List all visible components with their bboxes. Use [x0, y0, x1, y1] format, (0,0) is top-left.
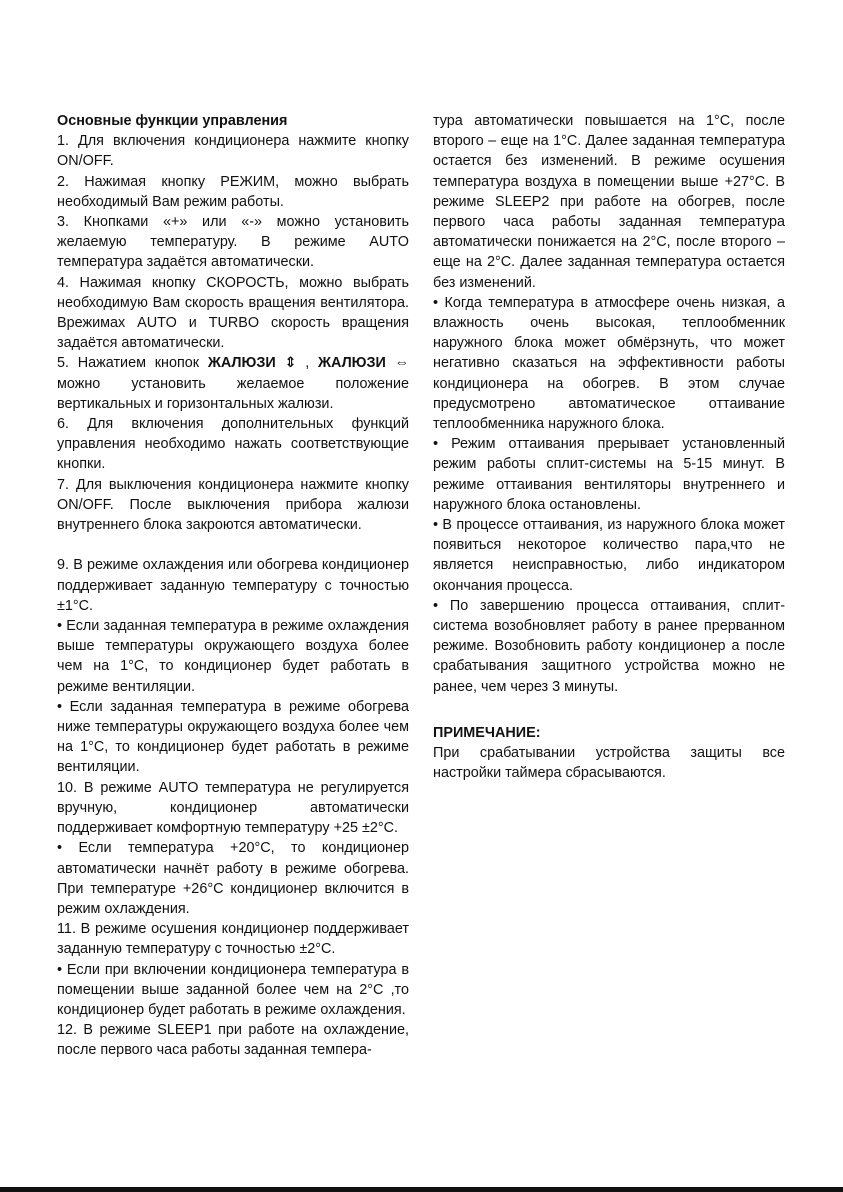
instruction-10: 10. В режиме AUTO температура не регулируется вручную, кондиционер автоматически поддерживает комфортную температуру +25 ±2°C. — [57, 779, 409, 837]
page-bottom-rule — [0, 1187, 843, 1192]
paragraph-spacer — [433, 697, 785, 723]
instruction-9: 9. В режиме охлаждения или обогрева кондиционер поддерживает заданную температуру с точностью ±1°C. — [57, 557, 409, 614]
bullet-defrost-resume: • По завершению процесса оттаивания, сплит-система возобновляет работу в ранее прерванном режиме. Возобновить работу кондиционер а после срабатывания защитного устройства можно не ранее, чем через 3 минуты. — [433, 597, 785, 695]
instruction-12: 12. В режиме SLEEP1 при работе на охлаждение, после первого часа работы заданная темпера- — [57, 1022, 409, 1059]
left-column — [57, 111, 409, 1061]
instruction-4: 4. Нажимая кнопку СКОРОСТЬ, можно выбрать необходимую Вам скорость вращения вентилятора. Врежимах AUTO и TURBO скорость вращения задаётся автоматически. — [57, 274, 409, 352]
instruction-3: 3. Кнопками «+» или «-» можно установить желаемую температуру. В режиме AUTO температура задаётся автоматически. — [57, 214, 409, 271]
right-column — [433, 111, 785, 784]
bullet-auto-mode: • Если температура +20°C, то кондиционер автоматически начнёт работу в режиме обогрева. При температуре +26°C кондиционер включится в режим охлаждения. — [57, 840, 409, 917]
instruction-5 — [57, 353, 409, 414]
bullet-cooling-ventilation: • Если заданная температура в режиме охлаждения выше температуры окружающего воздуха более чем на 1°C, то кондиционер будет работать в режиме вентиляции. — [57, 618, 409, 695]
bullet-defrost-intro: • Когда температура в атмосфере очень низкая, а влажность очень высокая, теплообменник наружного блока может обмёрзнуть, что может негативно сказаться на эффективности работы кондиционера на обогрев. В этом случае предусмотрено автоматическое оттаивание теплообменника наружного блока. — [433, 294, 785, 433]
louver-vertical-button-label: ЖАЛЮЗИ — [207, 355, 276, 372]
instruction-2: 2. Нажимая кнопку РЕЖИМ, можно выбрать необходимый Вам режим работы. — [57, 173, 409, 210]
instruction-7: 7. Для выключения кондиционера нажмите кнопку ON/OFF. После выключения прибора жалюзи внутреннего блока закроются автоматически. — [57, 476, 409, 534]
note-heading: ПРИМЕЧАНИЕ: — [433, 724, 541, 741]
vertical-arrows-icon: ⇕ — [284, 355, 297, 372]
sleep-mode-continuation: тура автоматически повышается на 1°C, после второго – еще на 1°C. Далее заданная температура остается без изменений. В режиме осушения температура воздуха в помещении выше +27°C. В режиме SLEEP2 при работе на обогрев, после первого часа работы заданная температура автоматически понижается на 2°C, после второго – еще на 2°C. Далее заданная температура остается без изменений. — [433, 113, 785, 291]
instruction-6: 6. Для включения дополнительных функций управления необходимо нажать соответствующие кнопки. — [57, 416, 409, 473]
instruction-5-suffix: можно установить желаемое положение вертикальных и горизонтальных жалюзи. — [57, 375, 409, 412]
instruction-5-separator: , — [296, 355, 318, 372]
instruction-11: 11. В режиме осушения кондиционер поддерживает заданную температуру с точностью ±2°C. — [57, 921, 409, 958]
bullet-defrost-steam: • В процессе оттаивания, из наружного блока может появиться некоторое количество пара,что не является неисправностью, либо индикатором окончания процесса. — [433, 517, 785, 594]
paragraph-spacer — [57, 535, 409, 555]
bullet-defrost-interrupt: • Режим оттаивания прерывает установленный режим работы сплит-системы на 5-15 минут. В режиме оттаивания вентиляторы внутреннего и наружного блока остановлены. — [433, 436, 785, 513]
bullet-dry-mode: • Если при включении кондиционера температура в помещении выше заданной более чем на 2°C ,то кондиционер будет работать в режиме охлаждения. — [57, 961, 409, 1018]
section-heading: Основные функции управления — [57, 113, 288, 129]
horizontal-arrows-icon: ⇔ — [394, 355, 410, 372]
instruction-5-prefix: 5. Нажатием кнопок — [57, 355, 208, 372]
instruction-1: 1. Для включения кондиционера нажмите кнопку ON/OFF. — [57, 133, 409, 170]
bullet-heating-ventilation: • Если заданная температура в режиме обогрева ниже температуры окружающего воздуха более чем на 1°C, то кондиционер будет работать в режиме вентиляции. — [57, 698, 409, 776]
note-text: При срабатывании устройства защиты все настройки таймера сбрасываются. — [433, 745, 785, 782]
louver-horizontal-button-label: ЖАЛЮЗИ — [318, 355, 386, 372]
